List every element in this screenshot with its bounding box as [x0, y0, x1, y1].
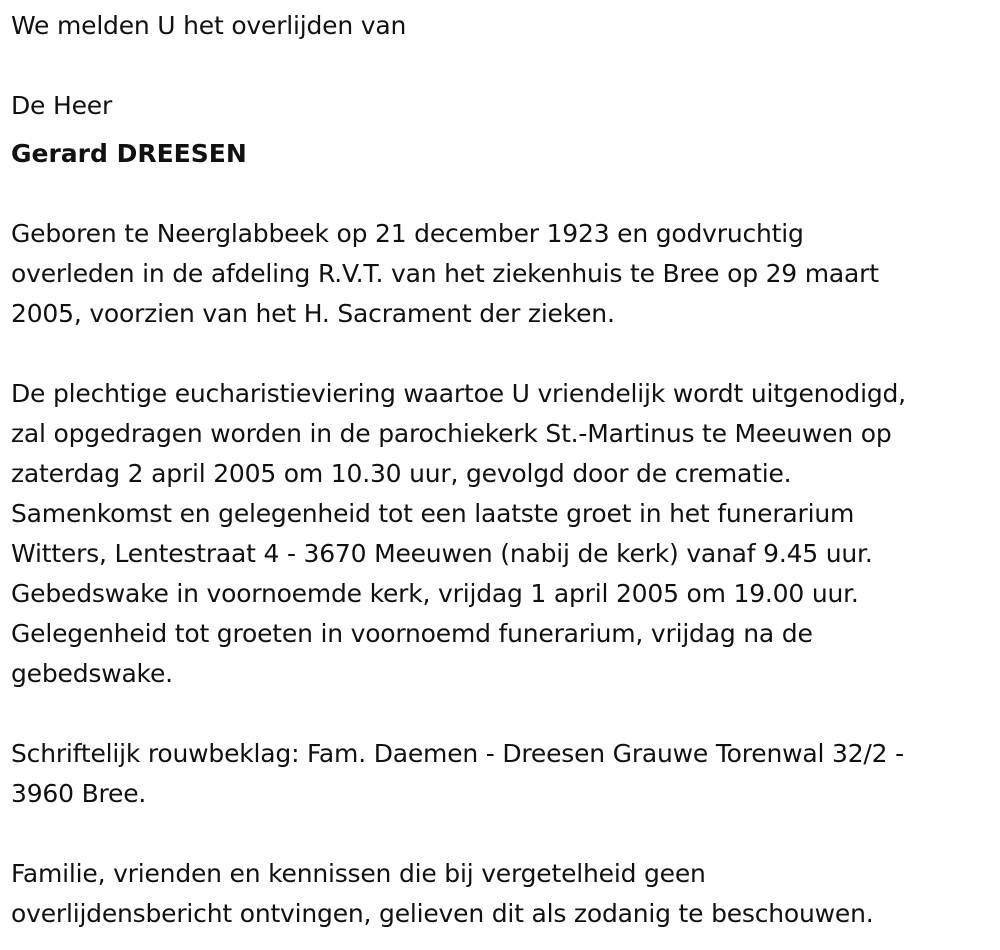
birth-line: overleden in de afdeling R.V.T. van het ziekenhuis te Bree op 29 maart	[11, 259, 879, 288]
ceremony-line: Witters, Lentestraat 4 - 3670 Meeuwen (nabij de kerk) vanaf 9.45 uur.	[11, 539, 873, 568]
spacer	[11, 694, 996, 734]
ceremony-line: gebedswake.	[11, 659, 173, 688]
spacer	[11, 174, 996, 214]
birth-paragraph	[11, 214, 996, 334]
obituary-document	[11, 6, 996, 934]
spacer	[11, 126, 996, 134]
condolence-paragraph	[11, 734, 996, 814]
spacer	[11, 334, 996, 374]
deceased-name: Gerard DREESEN	[11, 139, 247, 168]
ceremony-line: zal opgedragen worden in de parochiekerk St.-Martinus te Meeuwen op	[11, 419, 892, 448]
ceremony-line: zaterdag 2 april 2005 om 10.30 uur, gevolgd door de crematie.	[11, 459, 792, 488]
condolence-line: Schriftelijk rouwbeklag: Fam. Daemen - Dreesen Grauwe Torenwal 32/2 -	[11, 739, 904, 768]
spacer	[11, 46, 996, 86]
honorific: De Heer	[11, 91, 113, 120]
ceremony-line: De plechtige eucharistieviering waartoe U vriendelijk wordt uitgenodigd,	[11, 379, 906, 408]
birth-line: Geboren te Neerglabbeek op 21 december 1923 en godvruchtig	[11, 219, 804, 248]
ceremony-line: Samenkomst en gelegenheid tot een laatste groet in het funerarium	[11, 499, 855, 528]
ceremony-paragraph	[11, 374, 996, 694]
ceremony-line: Gelegenheid tot groeten in voornoemd funerarium, vrijdag na de	[11, 619, 813, 648]
closing-line: Familie, vrienden en kennissen die bij vergetelheid geen	[11, 859, 706, 888]
condolence-line: 3960 Bree.	[11, 779, 147, 808]
ceremony-line: Gebedswake in voornoemde kerk, vrijdag 1 april 2005 om 19.00 uur.	[11, 579, 859, 608]
intro-line: We melden U het overlijden van	[11, 11, 407, 40]
birth-line: 2005, voorzien van het H. Sacrament der zieken.	[11, 299, 615, 328]
closing-line: overlijdensbericht ontvingen, gelieven dit als zodanig te beschouwen.	[11, 899, 874, 928]
spacer	[11, 814, 996, 854]
closing-paragraph	[11, 854, 996, 934]
